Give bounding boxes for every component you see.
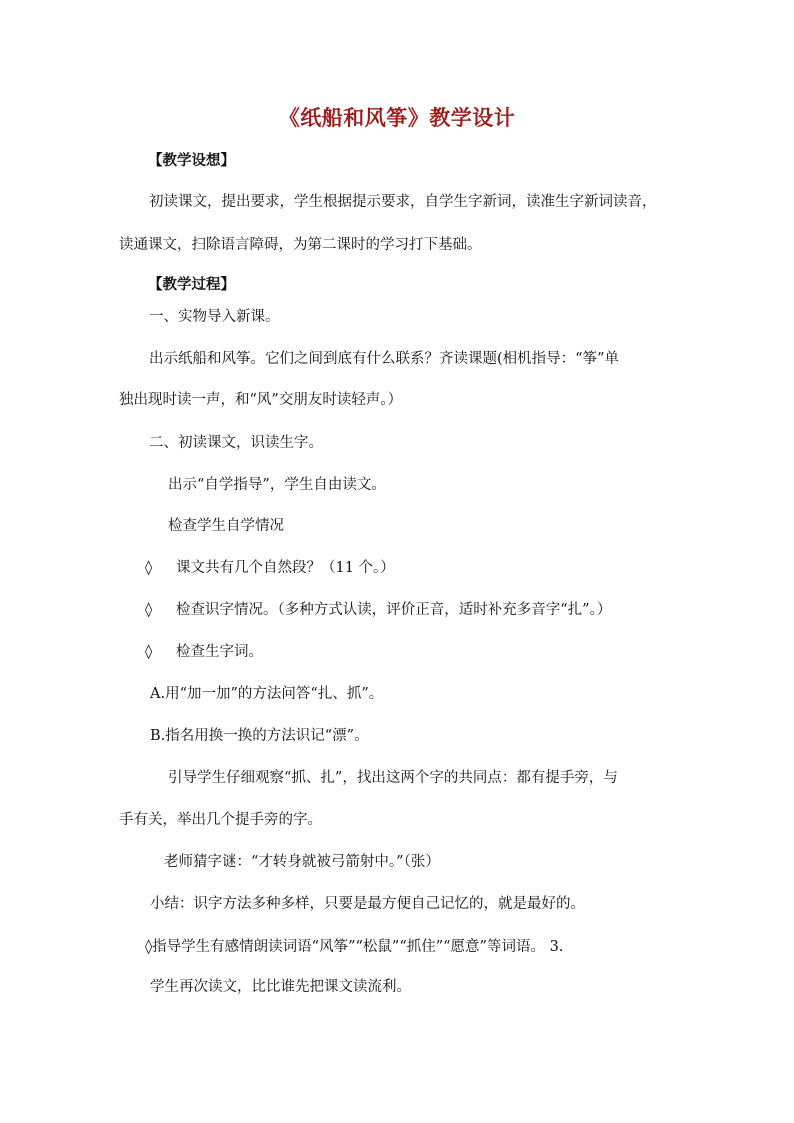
step-1-paragraph-line-2: 独出现时读一声，和“风”交朋友时读轻声。）	[119, 392, 403, 408]
bullet-item	[145, 600, 611, 620]
guide-paragraph-line-1: 引导学生仔细观察“抓、扎”，找出这两个字的共同点：都有提手旁，与	[168, 770, 618, 786]
step-2-paragraph-2: 检查学生自学情况	[168, 518, 284, 534]
bullet-item	[145, 642, 263, 662]
design-heading: 【教学设想】	[148, 152, 235, 169]
design-paragraph-line-1: 初读课文，提出要求，学生根据提示要求，自学生字新词，读准生字新词读音，	[149, 194, 657, 210]
guide-paragraph-line-2: 手有关，举出几个提手旁的字。	[119, 812, 322, 828]
bullet-item	[145, 558, 395, 578]
diamond-bullet-icon: ◊	[145, 560, 153, 576]
design-paragraph-line-2: 读通课文，扫除语言障碍，为第二课时的学习打下基础。	[119, 237, 482, 253]
step-1-paragraph-line-1: 出示纸船和风筝。它们之间到底有什么联系？齐读课题(相机指导：“筝”单	[149, 351, 619, 367]
item-a: A.用“加一加”的方法问答“扎、抓”。	[150, 686, 384, 702]
bullet-3-text: 检查生字词。	[176, 644, 263, 660]
riddle-line: 老师猜字谜：“才转身就被弓箭射中。”（张）	[164, 854, 440, 870]
summary-line: 小结：识字方法多种多样，只要是最方便自己记忆的，就是最好的。	[150, 896, 585, 912]
final-line: 学生再次读文，比比谁先把课文读流利。	[150, 979, 411, 995]
guide-read-line: ◊指导学生有感情朗读词语“风筝”“松鼠”“抓住”“愿意”等词语。 3.	[145, 939, 564, 955]
process-heading: 【教学过程】	[148, 276, 235, 293]
diamond-bullet-icon: ◊	[145, 602, 153, 618]
step-2-heading: 二、初读课文，识读生字。	[149, 435, 323, 451]
document-title: 《纸船和风筝》教学设计	[278, 105, 516, 130]
bullet-2-text: 检查识字情况。（多种方式认读，评价正音，适时补充多音字“扎”。）	[176, 602, 612, 618]
step-1-heading: 一、实物导入新课。	[149, 309, 280, 325]
item-b: B.指名用换一换的方法识记“漂”。	[150, 728, 369, 744]
bullet-1-text: 课文共有几个自然段？（11 个。）	[176, 560, 395, 576]
diamond-bullet-icon: ◊	[145, 644, 153, 660]
step-2-paragraph-1: 出示“自学指导”，学生自由读文。	[168, 477, 386, 493]
